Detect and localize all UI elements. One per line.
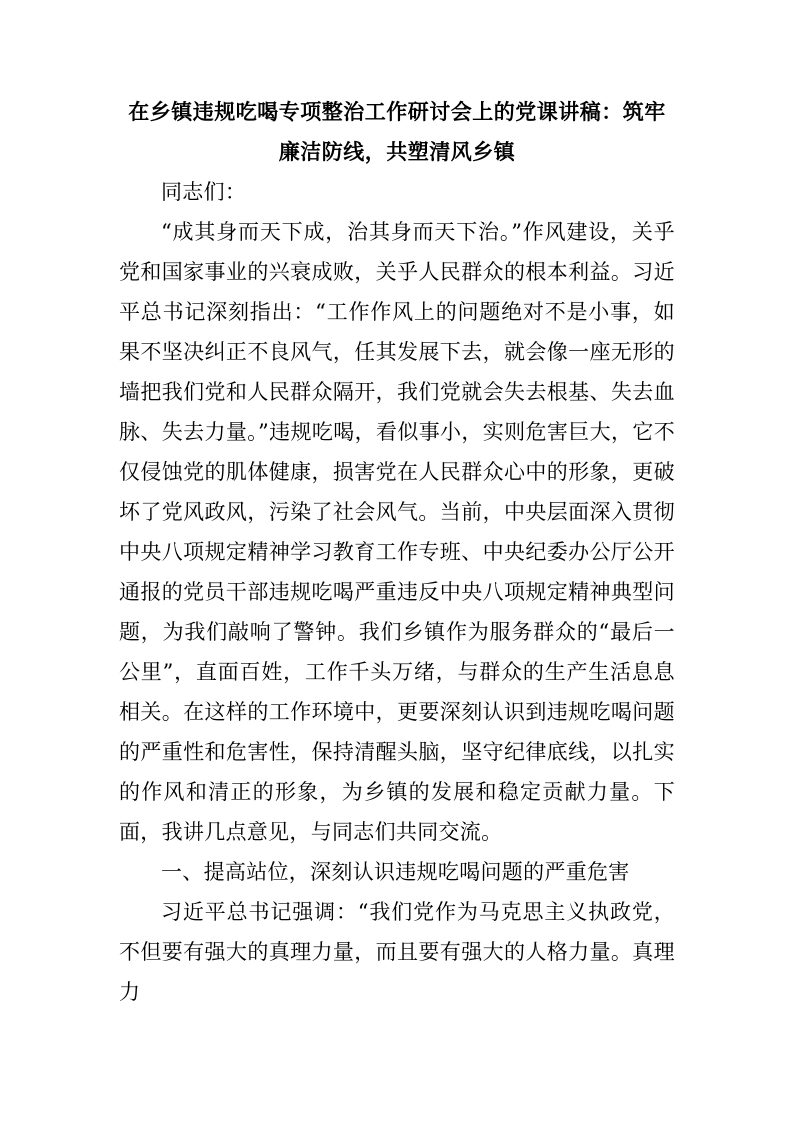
document-body [119,92,675,1012]
body-paragraph: “成其身而天下成，治其身而天下治。”作风建设，关乎党和国家事业的兴衰成败，关乎人民群众的根本利益。习近平总书记深刻指出：“工作作风上的问题绝对不是小事，如果不坚决纠正不良风气，任其发展下去，就会像一座无形的墙把我们党和人民群众隔开，我们党就会失去根基、失去血脉、失去力量。”违规吃喝，看似事小，实则危害巨大，它不仅侵蚀党的肌体健康，损害党在人民群众心中的形象，更破坏了党风政风，污染了社会风气。当前，中央层面深入贯彻中央八项规定精神学习教育工作专班、中央纪委办公厅公开通报的党员干部违规吃喝严重违反中央八项规定精神典型问题，为我们敲响了警钟。我们乡镇作为服务群众的“最后一公里”，直面百姓，工作千头万绪，与群众的生产生活息息相关。在这样的工作环境中，更要深刻认识到违规吃喝问题的严重性和危害性，保持清醒头脑，坚守纪律底线，以扎实的作风和清正的形象，为乡镇的发展和稳定贡献力量。下面，我讲几点意见，与同志们共同交流。 [119,220,675,844]
body-paragraph: 习近平总书记强调：“我们党作为马克思主义执政党，不但要有强大的真理力量，而且要有强大的人格力量。真理力 [119,900,675,1004]
salutation: 同志们： [161,180,247,204]
document-title: 在乡镇违规吃喝专项整治工作研讨会上的党课讲稿：筑牢廉洁防线，共塑清风乡镇 [128,99,666,164]
section-heading: 一、提高站位，深刻认识违规吃喝问题的严重危害 [161,860,630,884]
